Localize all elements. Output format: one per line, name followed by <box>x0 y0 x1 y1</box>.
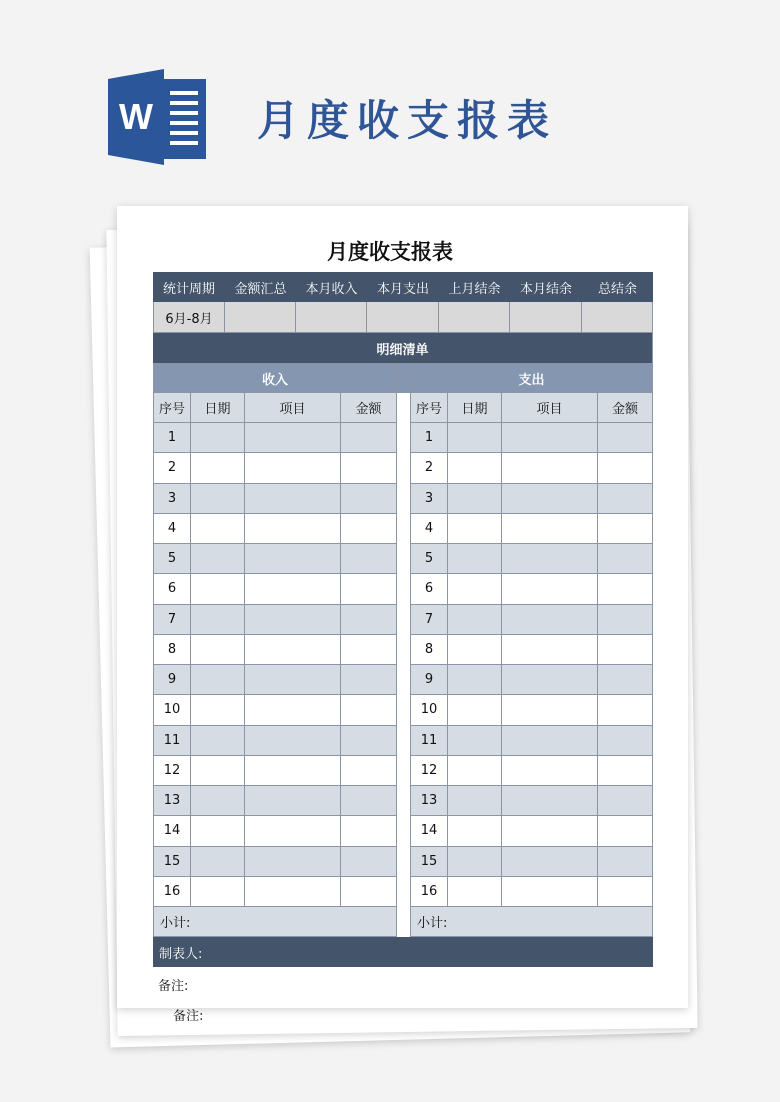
expense-row-cell[interactable] <box>502 514 598 544</box>
summary-value-cell[interactable]: 6月-8月 <box>153 302 225 333</box>
expense-row-cell[interactable] <box>502 635 598 665</box>
expense-row-number[interactable]: 7 <box>410 605 448 635</box>
expense-row-number[interactable]: 3 <box>410 484 448 514</box>
summary-value-cell[interactable] <box>367 302 439 333</box>
income-row-cell[interactable] <box>341 786 397 816</box>
expense-row-cell[interactable] <box>598 816 653 846</box>
income-row-cell[interactable] <box>191 605 245 635</box>
income-row-cell[interactable] <box>191 484 245 514</box>
income-row-cell[interactable] <box>341 544 397 574</box>
expense-row-cell[interactable] <box>502 605 598 635</box>
expense-row-cell[interactable] <box>502 756 598 786</box>
income-row-cell[interactable] <box>245 605 341 635</box>
income-row-cell[interactable] <box>341 574 397 604</box>
expense-row-cell[interactable] <box>502 726 598 756</box>
summary-value-cell[interactable] <box>582 302 653 333</box>
income-row-cell[interactable] <box>191 816 245 846</box>
expense-row-cell[interactable] <box>502 786 598 816</box>
expense-row-cell[interactable] <box>502 484 598 514</box>
banner-title: 月度收支报表 <box>257 96 558 145</box>
expense-row-number[interactable]: 14 <box>410 816 448 846</box>
income-row-cell[interactable] <box>191 665 245 695</box>
income-row-cell[interactable] <box>245 665 341 695</box>
expense-section-header: 支出 <box>410 364 653 393</box>
section-separator <box>397 364 410 393</box>
expense-row-cell[interactable] <box>502 574 598 604</box>
expense-row-cell[interactable] <box>502 544 598 574</box>
summary-header: 统计周期 <box>153 272 225 302</box>
income-row-cell[interactable] <box>191 847 245 877</box>
expense-row-number[interactable]: 2 <box>410 453 448 483</box>
expense-row-cell[interactable] <box>448 544 502 574</box>
income-section-header: 收入 <box>153 364 397 393</box>
income-row-number[interactable]: 3 <box>153 484 191 514</box>
income-row-cell[interactable] <box>341 605 397 635</box>
expense-row-number[interactable]: 9 <box>410 665 448 695</box>
income-row-number[interactable]: 13 <box>153 786 191 816</box>
income-row-number[interactable]: 9 <box>153 665 191 695</box>
detail-section-title: 明细清单 <box>153 333 653 364</box>
income-row-cell[interactable] <box>341 695 397 725</box>
expense-row-cell[interactable] <box>598 544 653 574</box>
expense-column-header[interactable]: 序号 <box>410 393 448 423</box>
expense-row-cell[interactable] <box>598 695 653 725</box>
summary-header: 本月结余 <box>510 272 582 302</box>
income-subtotal[interactable]: 小计: <box>153 907 397 937</box>
expense-row-cell[interactable] <box>448 816 502 846</box>
expense-column-header[interactable]: 金额 <box>598 393 653 423</box>
expense-row-number[interactable]: 15 <box>410 847 448 877</box>
expense-row-cell[interactable] <box>502 665 598 695</box>
document-title: 月度收支报表 <box>327 240 453 264</box>
word-logo-icon <box>108 69 208 165</box>
expense-row-cell[interactable] <box>448 574 502 604</box>
expense-row-cell[interactable] <box>448 786 502 816</box>
expense-row-number[interactable]: 5 <box>410 544 448 574</box>
income-row-cell[interactable] <box>191 423 245 453</box>
income-row-cell[interactable] <box>341 816 397 846</box>
expense-row-cell[interactable] <box>502 453 598 483</box>
income-row-number[interactable]: 2 <box>153 453 191 483</box>
income-row-cell[interactable] <box>191 756 245 786</box>
expense-row-cell[interactable] <box>448 514 502 544</box>
income-row-cell[interactable] <box>245 423 341 453</box>
expense-row-number[interactable]: 10 <box>410 695 448 725</box>
income-row-cell[interactable] <box>245 786 341 816</box>
income-row-number[interactable]: 16 <box>153 877 191 907</box>
income-row-cell[interactable] <box>341 514 397 544</box>
income-row-cell[interactable] <box>341 665 397 695</box>
expense-row-cell[interactable] <box>448 484 502 514</box>
summary-value-cell[interactable] <box>510 302 582 333</box>
expense-row-cell[interactable] <box>598 453 653 483</box>
expense-row-number[interactable]: 4 <box>410 514 448 544</box>
expense-row-cell[interactable] <box>598 726 653 756</box>
income-row-cell[interactable] <box>191 786 245 816</box>
income-column-header[interactable]: 项目 <box>245 393 341 423</box>
expense-row-cell[interactable] <box>502 877 598 907</box>
income-row-cell[interactable] <box>191 695 245 725</box>
expense-row-cell[interactable] <box>598 423 653 453</box>
income-row-cell[interactable] <box>191 877 245 907</box>
income-row-cell[interactable] <box>245 726 341 756</box>
income-row-cell[interactable] <box>245 514 341 544</box>
summary-value-cell[interactable] <box>225 302 296 333</box>
income-row-cell[interactable] <box>245 635 341 665</box>
income-column-header[interactable]: 序号 <box>153 393 191 423</box>
income-row-cell[interactable] <box>341 423 397 453</box>
income-row-cell[interactable] <box>191 453 245 483</box>
expense-column-header[interactable]: 日期 <box>448 393 502 423</box>
expense-row-cell[interactable] <box>598 786 653 816</box>
back-page-note: 备注: <box>172 1008 204 1025</box>
income-row-cell[interactable] <box>245 453 341 483</box>
summary-value-cell[interactable] <box>296 302 367 333</box>
income-row-number[interactable]: 8 <box>153 635 191 665</box>
income-row-cell[interactable] <box>245 816 341 846</box>
expense-row-cell[interactable] <box>448 635 502 665</box>
expense-row-number[interactable]: 8 <box>410 635 448 665</box>
income-row-cell[interactable] <box>191 574 245 604</box>
expense-row-cell[interactable] <box>502 847 598 877</box>
expense-row-cell[interactable] <box>598 605 653 635</box>
income-row-number[interactable]: 15 <box>153 847 191 877</box>
expense-row-cell[interactable] <box>598 635 653 665</box>
expense-row-cell[interactable] <box>502 423 598 453</box>
expense-row-cell[interactable] <box>598 665 653 695</box>
svg-text:W: W <box>119 96 153 137</box>
income-row-cell[interactable] <box>341 484 397 514</box>
expense-row-cell[interactable] <box>448 695 502 725</box>
income-row-cell[interactable] <box>341 847 397 877</box>
expense-row-number[interactable]: 1 <box>410 423 448 453</box>
income-row-number[interactable]: 10 <box>153 695 191 725</box>
income-row-cell[interactable] <box>191 544 245 574</box>
income-row-cell[interactable] <box>341 756 397 786</box>
maker-field: 制表人: <box>153 937 653 967</box>
expense-row-number[interactable]: 11 <box>410 726 448 756</box>
summary-header: 上月结余 <box>439 272 510 302</box>
expense-row-cell[interactable] <box>502 816 598 846</box>
expense-row-cell[interactable] <box>598 574 653 604</box>
income-row-number[interactable]: 6 <box>153 574 191 604</box>
income-row-number[interactable]: 5 <box>153 544 191 574</box>
summary-header: 金额汇总 <box>225 272 296 302</box>
note-label: 备注: <box>158 979 189 994</box>
summary-header: 总结余 <box>582 272 653 302</box>
income-row-cell[interactable] <box>341 877 397 907</box>
expense-row-cell[interactable] <box>448 756 502 786</box>
expense-row-number[interactable]: 12 <box>410 756 448 786</box>
income-row-cell[interactable] <box>191 635 245 665</box>
expense-row-cell[interactable] <box>448 665 502 695</box>
income-row-cell[interactable] <box>191 726 245 756</box>
income-row-cell[interactable] <box>245 847 341 877</box>
income-row-number[interactable]: 1 <box>153 423 191 453</box>
expense-row-cell[interactable] <box>598 877 653 907</box>
expense-row-cell[interactable] <box>502 695 598 725</box>
income-row-cell[interactable] <box>191 514 245 544</box>
income-row-cell[interactable] <box>245 756 341 786</box>
income-row-cell[interactable] <box>341 453 397 483</box>
income-row-cell[interactable] <box>245 484 341 514</box>
expense-column-header[interactable]: 项目 <box>502 393 598 423</box>
income-row-number[interactable]: 4 <box>153 514 191 544</box>
income-row-cell[interactable] <box>245 877 341 907</box>
income-row-cell[interactable] <box>245 544 341 574</box>
expense-row-cell[interactable] <box>448 877 502 907</box>
expense-row-cell[interactable] <box>448 726 502 756</box>
expense-row-cell[interactable] <box>448 605 502 635</box>
summary-header: 本月支出 <box>367 272 439 302</box>
income-column-header[interactable]: 日期 <box>191 393 245 423</box>
income-row-cell[interactable] <box>245 574 341 604</box>
income-row-number[interactable]: 11 <box>153 726 191 756</box>
income-row-number[interactable]: 14 <box>153 816 191 846</box>
income-row-cell[interactable] <box>341 635 397 665</box>
expense-row-number[interactable]: 6 <box>410 574 448 604</box>
expense-row-cell[interactable] <box>598 514 653 544</box>
expense-row-cell[interactable] <box>448 453 502 483</box>
expense-row-number[interactable]: 13 <box>410 786 448 816</box>
income-row-number[interactable]: 12 <box>153 756 191 786</box>
expense-subtotal[interactable]: 小计: <box>410 907 653 937</box>
expense-row-cell[interactable] <box>598 484 653 514</box>
expense-row-number[interactable]: 16 <box>410 877 448 907</box>
summary-header: 本月收入 <box>296 272 367 302</box>
income-row-cell[interactable] <box>341 726 397 756</box>
expense-row-cell[interactable] <box>448 423 502 453</box>
income-row-number[interactable]: 7 <box>153 605 191 635</box>
income-row-cell[interactable] <box>245 695 341 725</box>
expense-row-cell[interactable] <box>598 847 653 877</box>
income-column-header[interactable]: 金额 <box>341 393 397 423</box>
expense-row-cell[interactable] <box>598 756 653 786</box>
expense-row-cell[interactable] <box>448 847 502 877</box>
summary-value-cell[interactable] <box>439 302 510 333</box>
